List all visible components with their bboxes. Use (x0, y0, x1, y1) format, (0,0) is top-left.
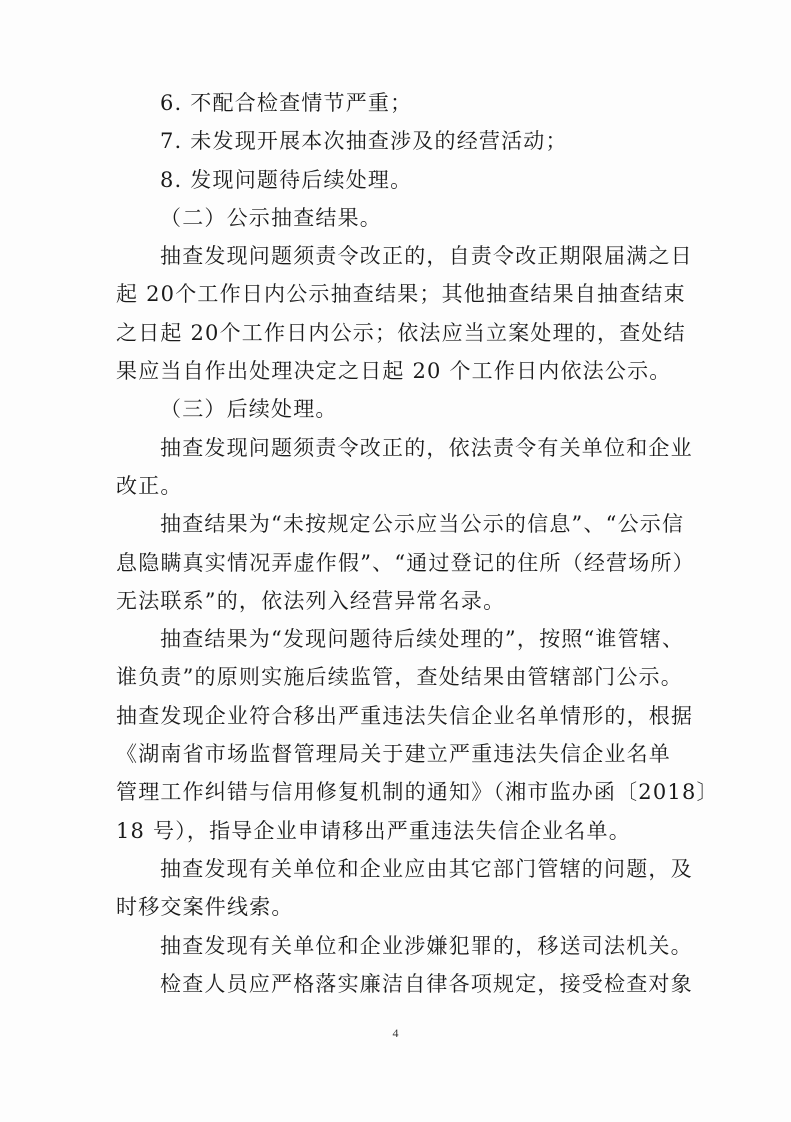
paragraph-line: 管理工作纠错与信用修复机制的通知》（湘市监办函〔2018〕 (116, 780, 719, 805)
paragraph-line: 改正。 (116, 473, 183, 498)
paragraph-line: 时移交案件线索。 (116, 895, 294, 920)
paragraph-line: 起 20个工作日内公示抽查结果；其他抽查结果自抽查结束 (116, 282, 686, 307)
paragraph-line: 《湖南省市场监督管理局关于建立严重违法失信企业名单 (116, 742, 671, 767)
paragraph-line: 息隐瞒真实情况弄虚作假”、“通过登记的住所（经营场所） (116, 550, 695, 575)
paragraph-line: 抽查发现问题须责令改正的，自责令改正期限届满之日 (160, 244, 693, 269)
section-heading-publicize-results: （二）公示抽查结果。 (160, 205, 382, 230)
paragraph-line: 抽查发现有关单位和企业应由其它部门管辖的问题，及 (160, 856, 693, 881)
paragraph-line: 谁负责”的原则实施后续监管，查处结果由管辖部门公示。 (116, 665, 683, 690)
paragraph-line: 抽查发现有关单位和企业涉嫌犯罪的，移送司法机关。 (160, 933, 693, 958)
paragraph-line: 之日起 20个工作日内公示；依法应当立案处理的，查处结 (116, 320, 686, 345)
document-body (116, 84, 719, 1003)
paragraph-line: 抽查发现企业符合移出严重违法失信企业名单情形的，根据 (116, 703, 694, 728)
paragraph-line: 抽查结果为“未按规定公示应当公示的信息”、“公示信 (160, 512, 685, 537)
paragraph-line: 抽查发现问题须责令改正的，依法责令有关单位和企业 (160, 435, 693, 460)
paragraph-line: 检查人员应严格落实廉洁自律各项规定，接受检查对象 (160, 971, 693, 996)
page-number: 4 (392, 1026, 399, 1040)
list-item-7: 7. 未发现开展本次抽查涉及的经营活动； (160, 129, 568, 154)
list-item-8: 8. 发现问题待后续处理。 (160, 167, 413, 192)
section-heading-follow-up: （三）后续处理。 (160, 397, 338, 422)
paragraph-line: 无法联系”的，依法列入经营异常名录。 (116, 588, 506, 613)
paragraph-line: 果应当自作出处理决定之日起 20 个工作日内依法公示。 (116, 359, 672, 384)
list-item-6: 6. 不配合检查情节严重； (160, 91, 413, 115)
paragraph-line: 抽查结果为“发现问题待后续处理的”，按照“谁管辖、 (160, 627, 685, 652)
paragraph-line: 18 号），指导企业申请移出严重违法失信企业名单。 (116, 818, 631, 843)
